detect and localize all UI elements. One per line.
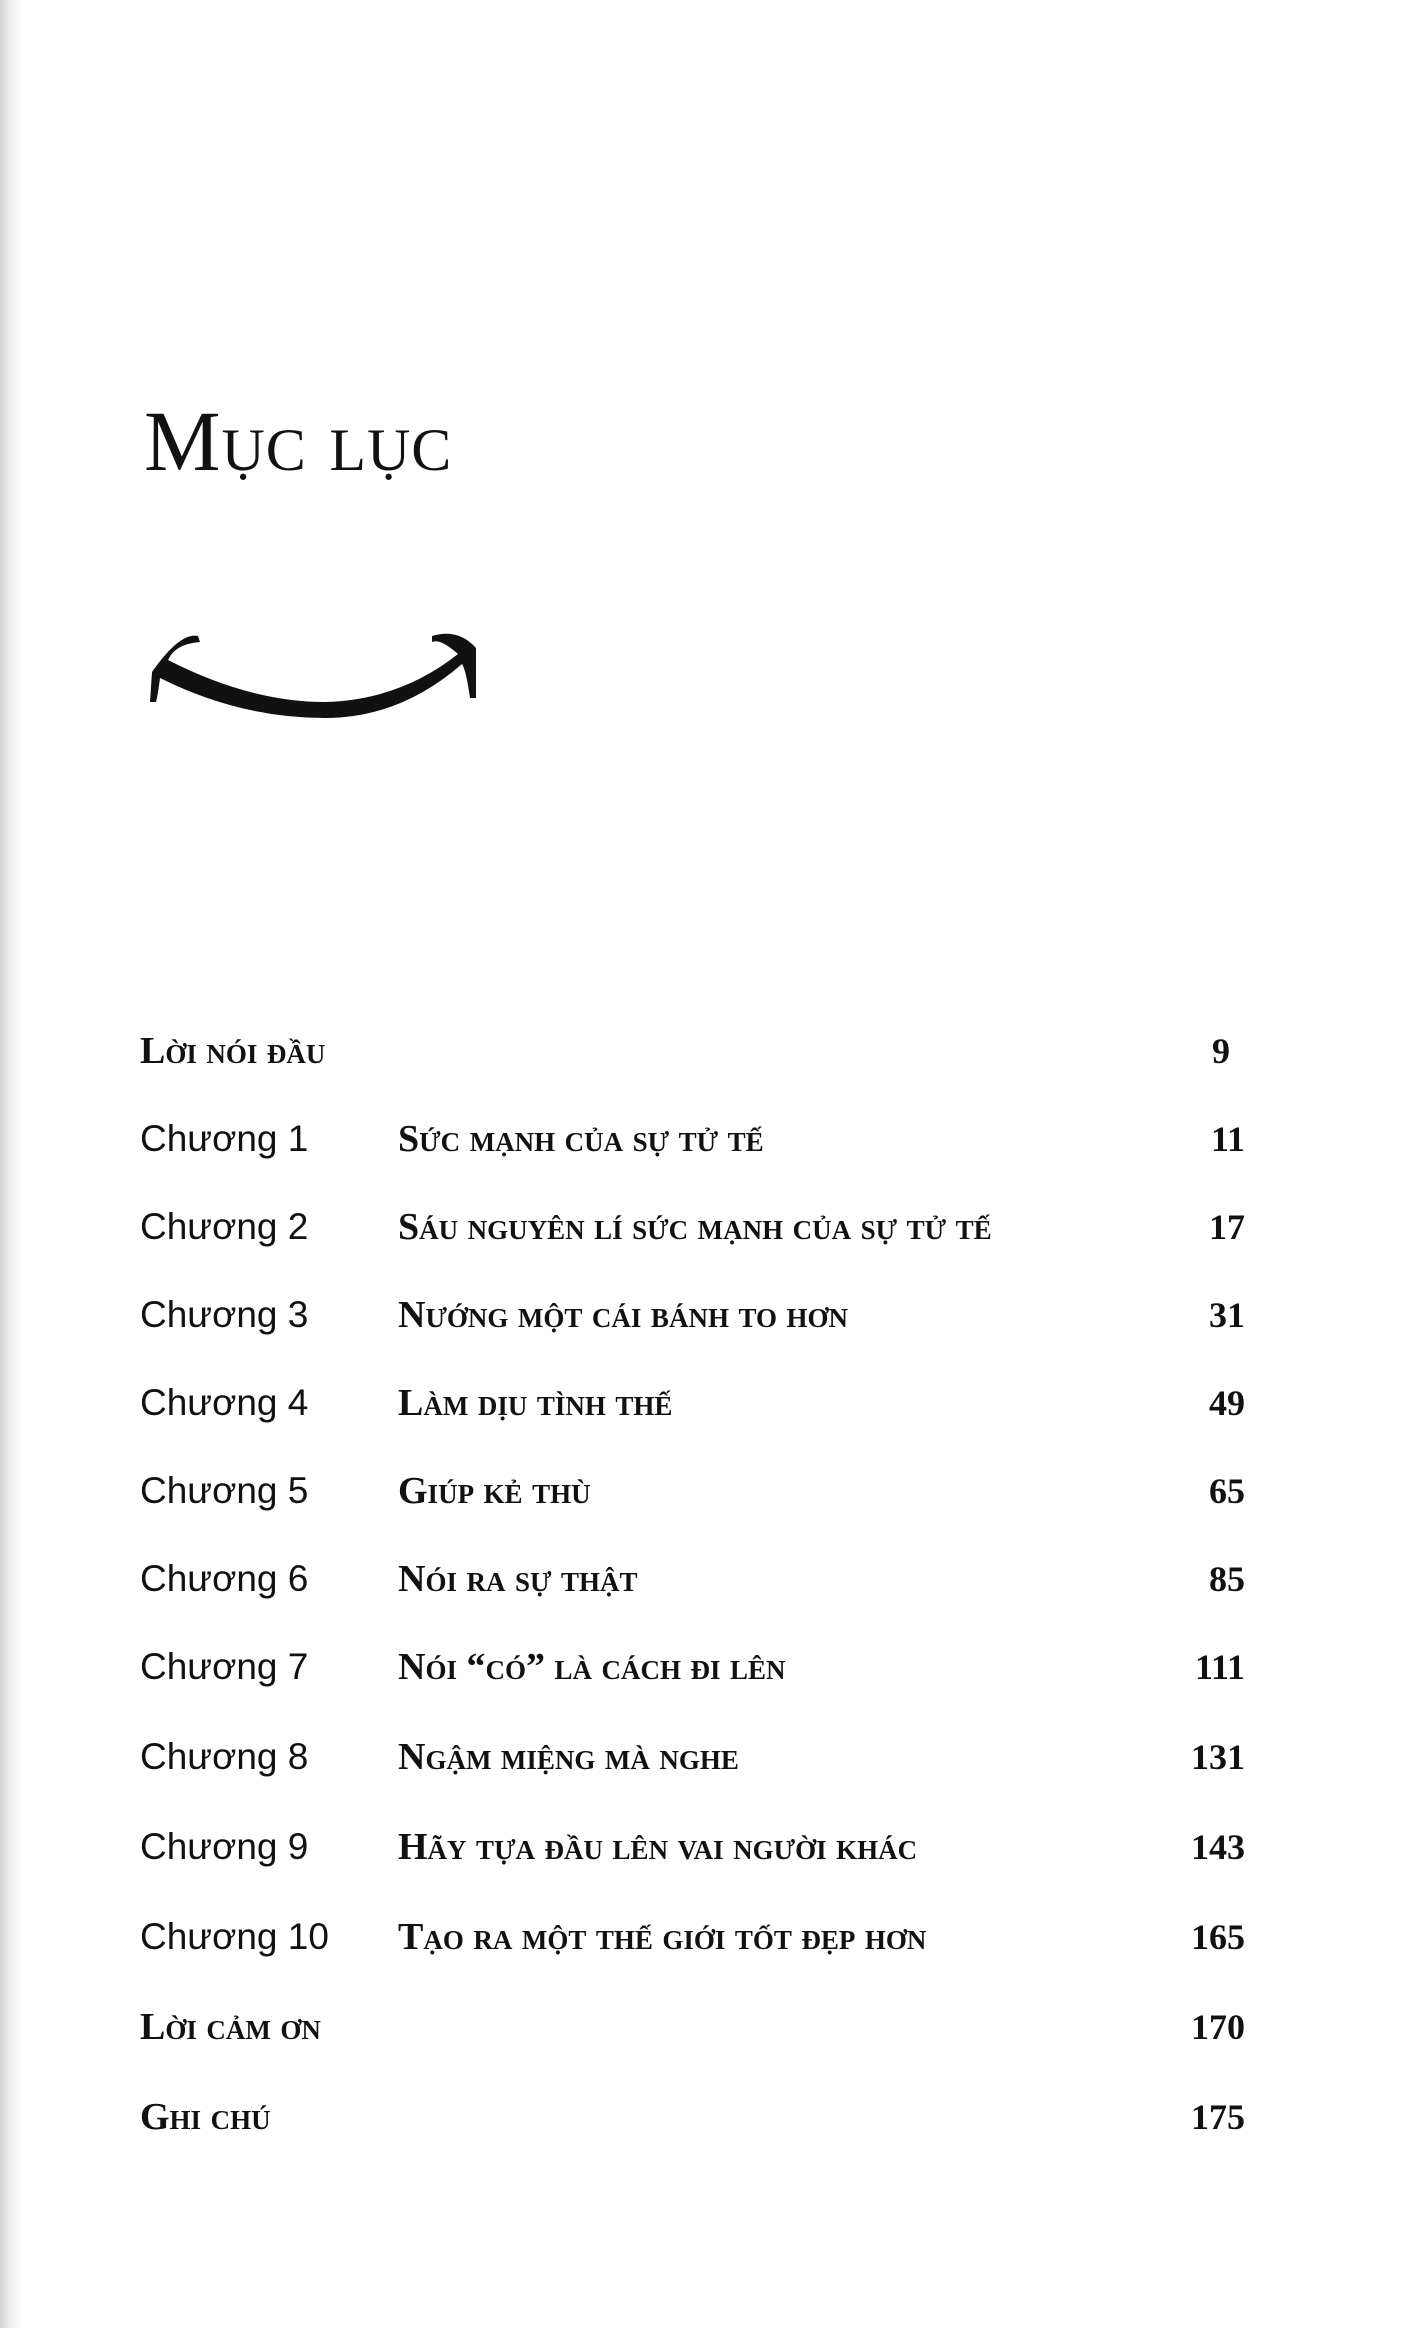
toc-chapter-title: Nướng một cái bánh to hơn [398, 1294, 848, 1336]
toc-label: Chương 8 [140, 1736, 309, 1777]
toc-label: Chương 6 [140, 1558, 309, 1599]
toc-page-number: 170 [1191, 2007, 1245, 2047]
toc-row-chapter-5 [0, 1461, 1420, 1521]
toc-row-chapter-4 [0, 1373, 1420, 1433]
toc-row-chapter-3 [0, 1285, 1420, 1345]
toc-row-chapter-8 [0, 1727, 1420, 1787]
toc-label: Chương 9 [140, 1826, 309, 1867]
toc-label: Chương 5 [140, 1470, 309, 1511]
toc-chapter-title: Hãy tựa đầu lên vai người khác [398, 1826, 918, 1868]
toc-row-notes [0, 2087, 1420, 2147]
toc-label: Chương 10 [140, 1916, 329, 1957]
toc-page-number: 111 [1194, 1647, 1245, 1687]
toc-page-number: 143 [1191, 1827, 1245, 1867]
toc-chapter-title: Nói ra sự thật [398, 1558, 638, 1600]
toc-label: Chương 7 [140, 1646, 309, 1687]
toc-chapter-title: Ngậm miệng mà nghe [398, 1736, 739, 1778]
toc-chapter-title: Giúp kẻ thù [398, 1470, 591, 1512]
toc-page-number: 31 [1209, 1295, 1245, 1335]
toc-chapter-title: Làm dịu tình thế [398, 1382, 673, 1424]
toc-label: Lời cảm ơn [140, 2006, 321, 2048]
toc-page-number: 131 [1191, 1737, 1245, 1777]
toc-row-acknowledgements [0, 1997, 1420, 2057]
toc-label: Chương 2 [140, 1206, 309, 1247]
toc-page-number: 17 [1209, 1207, 1245, 1247]
toc-row-chapter-10 [0, 1907, 1420, 1967]
toc-row-chapter-7 [0, 1637, 1420, 1697]
toc-chapter-title: Tạo ra một thế giới tốt đẹp hơn [398, 1916, 927, 1958]
toc-row-foreword [0, 1021, 1420, 1081]
toc-chapter-title: Sức mạnh của sự tử tế [398, 1118, 764, 1160]
page-title: Mục lục [144, 393, 453, 489]
toc-label: Chương 3 [140, 1294, 309, 1335]
toc-row-chapter-9 [0, 1817, 1420, 1877]
toc-chapter-title: Nói “có” là cách đi lên [398, 1646, 786, 1688]
toc-page-number: 65 [1209, 1471, 1245, 1511]
toc-chapter-title: Sáu nguyên lí sức mạnh của sự tử tế [398, 1206, 992, 1248]
toc-label: Chương 1 [140, 1118, 309, 1159]
toc-label: Lời nói đầu [140, 1030, 326, 1072]
toc-row-chapter-1 [0, 1109, 1420, 1169]
toc-page-number: 49 [1209, 1383, 1245, 1423]
toc-row-chapter-2 [0, 1197, 1420, 1257]
toc-page-number: 9 [1212, 1031, 1230, 1071]
toc-label: Ghi chú [140, 2096, 271, 2138]
toc-page-number: 165 [1191, 1917, 1245, 1957]
toc-page-number: 85 [1209, 1559, 1245, 1599]
toc-label: Chương 4 [140, 1382, 309, 1423]
toc-row-chapter-6 [0, 1549, 1420, 1609]
toc-page-number: 11 [1210, 1119, 1245, 1159]
toc-page-number: 175 [1191, 2097, 1245, 2137]
